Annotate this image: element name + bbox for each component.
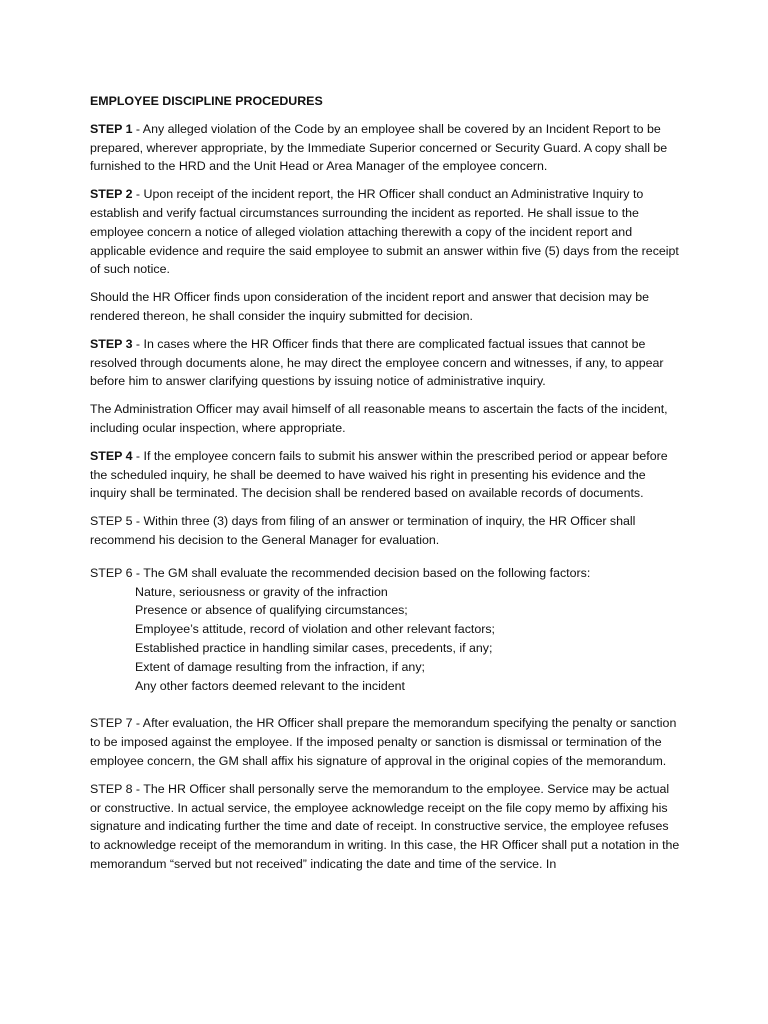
factor-item: Any other factors deemed relevant to the incident [135,678,405,693]
step-5-paragraph: STEP 5 - Within three (3) days from filing of an answer or termination of inquiry, the HR Officer shall recommend his decision to the General Manager for evaluation. [90,514,636,547]
step-2-paragraph [90,185,682,279]
step-3-followup: The Administration Officer may avail himself of all reasonable means to ascertain the facts of the incident, including ocular inspection, where appropriate. [90,402,668,435]
step-8-paragraph: STEP 8 - The HR Officer shall personally serve the memorandum to the employee. Service may be actual or constructive. In actual service, the employee acknowledge receipt on the file copy memo by affixing his signature and indicating further the time and date of receipt. In constructive service, the employee refuses to acknowledge receipt of the memorandum in writing. In this case, the HR Officer shall put a notation in the memorandum “served but not received” indicating the date and time of the service. In [90,781,680,871]
factor-item: Employee’s attitude, record of violation and other relevant factors; [135,622,495,637]
step-2-followup: Should the HR Officer finds upon consideration of the incident report and answer that decision may be rendered thereon, he shall consider the inquiry submitted for decision. [90,290,650,323]
step-7-paragraph: STEP 7 - After evaluation, the HR Officer shall prepare the memorandum specifying the penalty or sanction to be imposed against the employee. If the imposed penalty or sanction is dismissal or termination of the employee concern, the GM shall affix his signature of approval in the original copies of the memorandum. [90,716,677,768]
factor-item: Established practice in handling similar cases, precedents, if any; [135,640,493,655]
factor-item: Extent of damage resulting from the infraction, if any; [135,659,425,674]
factor-item: Presence or absence of qualifying circumstances; [135,603,408,618]
step-6-block [90,564,682,696]
step-1-paragraph [90,120,682,176]
step-3-paragraph [90,335,682,391]
step-1-label: STEP 1 [90,121,133,136]
step-4-text: - If the employee concern fails to submit his answer within the prescribed period or appear before the scheduled inquiry, he shall be deemed to have waived his right in presenting his evidence and the inquiry shall be terminated. The decision shall be rendered based on available records of documents. [90,448,668,501]
step-3-label: STEP 3 [90,336,133,351]
step-1-text: - Any alleged violation of the Code by an employee shall be covered by an Incident Report to be prepared, wherever appropriate, by the Immediate Superior concerned or Security Guard. A copy shall be furnished to the HRD and the Unit Head or Area Manager of the employee concern. [90,121,668,174]
step-6-intro: STEP 6 - The GM shall evaluate the recommended decision based on the following factors: [90,565,591,580]
step-4-label: STEP 4 [90,448,133,463]
step-2-label: STEP 2 [90,187,133,202]
factor-item: Nature, seriousness or gravity of the infraction [135,584,388,599]
step-4-paragraph [90,447,682,503]
step-2-text: - Upon receipt of the incident report, the HR Officer shall conduct an Administrative Inquiry to establish and verify factual circumstances surrounding the incident as reported. He shall issue to the employee concern a notice of alleged violation attaching therewith a copy of the incident report and applicable evidence and require the said employee to submit an answer within five (5) days from the receipt of such notice. [90,187,679,277]
step-3-text: - In cases where the HR Officer finds that there are complicated factual issues that cannot be resolved through documents alone, he may direct the employee concern and witnesses, if any, to appear before him to answer clarifying questions by issuing notice of administrative inquiry. [90,336,664,389]
document-title: EMPLOYEE DISCIPLINE PROCEDURES [90,94,323,108]
